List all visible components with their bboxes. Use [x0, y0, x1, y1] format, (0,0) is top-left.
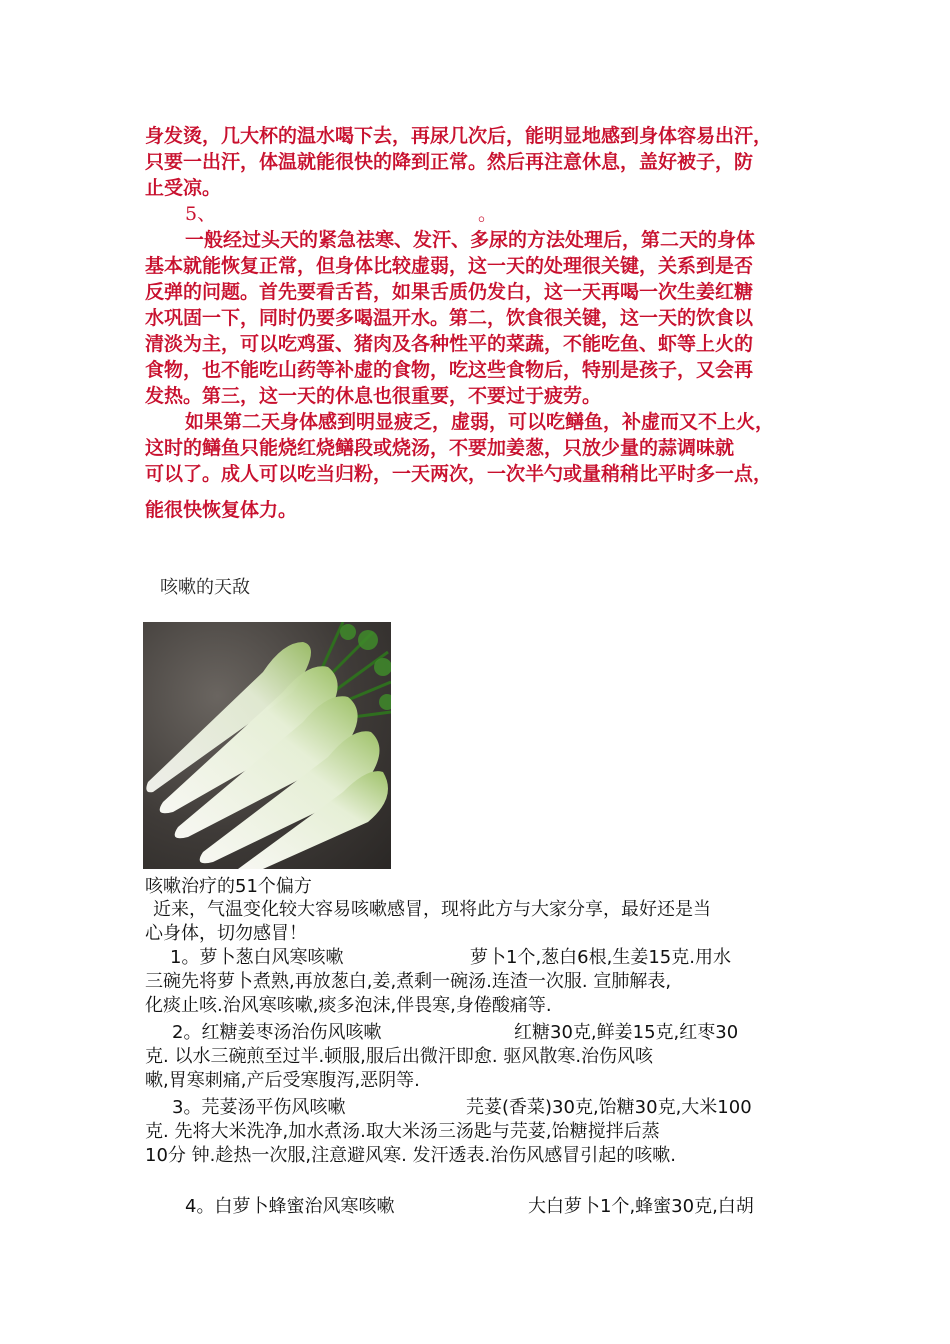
paragraph-line: 发热。第三，这一天的休息也很重要，不要过于疲劳。 — [145, 385, 602, 407]
remedy-line: 三碗先将萝卜煮熟,再放葱白,姜,煮剩一碗汤.连渣一次服. 宣肺解表, — [145, 971, 672, 992]
paragraph-line: 止受凉。 — [145, 177, 222, 199]
item-number: 5、 — [185, 203, 217, 225]
paragraph-line: 反弹的问题。首先要看舌苔，如果舌质仍发白，这一天再喝一次生姜红糖 — [145, 281, 754, 303]
remedy-name: 3。芫荽汤平伤风咳嗽 — [172, 1097, 346, 1118]
remedy-line: 克. 先将大米洗净,加水煮汤.取大米汤三汤匙与芫荽,饴糖搅拌后蒸 — [145, 1121, 660, 1142]
remedy-desc: 萝卜1个,葱白6根,生姜15克.用水 — [470, 947, 731, 968]
remedy-desc: 芫荽(香菜)30克,饴糖30克,大米100 — [466, 1097, 752, 1118]
radish-image — [143, 622, 391, 869]
remedy-line: 10分 钟.趁热一次服,注意避风寒. 发汗透表.治伤风感冒引起的咳嗽. — [145, 1145, 676, 1166]
paragraph-line: 清淡为主，可以吃鸡蛋、猪肉及各种性平的菜蔬，不能吃鱼、虾等上火的 — [145, 333, 754, 355]
paragraph-line: 身发烫，几大杯的温水喝下去，再尿几次后，能明显地感到身体容易出汗， — [145, 125, 773, 147]
paragraph-line: 可以了。成人可以吃当归粉，一天两次，一次半勺或量稍稍比平时多一点， — [145, 463, 773, 485]
remedy-desc: 大白萝卜1个,蜂蜜30克,白胡 — [528, 1196, 754, 1217]
paragraph-line: 能很快恢复体力。 — [145, 499, 298, 521]
intro-line: 近来，气温变化较大容易咳嗽感冒，现将此方与大家分享，最好还是当 — [153, 899, 711, 920]
paragraph-line: 如果第二天身体感到明显疲乏，虚弱，可以吃鳝鱼，补虚而又不上火， — [185, 411, 775, 433]
remedy-name: 4。白萝卜蜂蜜治风寒咳嗽 — [185, 1196, 395, 1217]
paragraph-line: 这时的鳝鱼只能烧红烧鳝段或烧汤，不要加姜葱，只放少量的蒜调味就 — [145, 437, 735, 459]
remedy-line: 克. 以水三碗煎至过半.顿服,服后出微汗即愈. 驱风散寒.治伤风咳 — [145, 1046, 654, 1067]
intro-line: 心身体，切勿感冒！ — [145, 923, 307, 944]
remedy-name: 2。红糖姜枣汤治伤风咳嗽 — [172, 1022, 382, 1043]
remedy-line: 化痰止咳.治风寒咳嗽,痰多泡沫,伴畏寒,身倦酸痛等. — [145, 995, 552, 1016]
paragraph-line: 基本就能恢复正常，但身体比较虚弱，这一天的处理很关键，关系到是否 — [145, 255, 754, 277]
paragraph-line: 只要一出汗，体温就能很快的降到正常。然后再注意休息，盖好被子，防 — [145, 151, 754, 173]
paragraph-line: 一般经过头天的紧急祛寒、发汗、多尿的方法处理后，第二天的身体 — [185, 229, 756, 251]
remedy-desc: 红糖30克,鲜姜15克,红枣30 — [514, 1022, 739, 1043]
article-title: 咳嗽的天敌 — [160, 577, 250, 598]
item-dot: 。 — [478, 203, 498, 225]
paragraph-line: 水巩固一下，同时仍要多喝温开水。第二，饮食很关键，这一天的饮食以 — [145, 307, 754, 329]
radish-illustration — [143, 622, 391, 869]
remedy-line: 嗽,胃寒刺痛,产后受寒腹泻,恶阴等. — [145, 1070, 420, 1091]
paragraph-line: 食物，也不能吃山药等补虚的食物，吃这些食物后，特别是孩子，又会再 — [145, 359, 754, 381]
remedy-name: 1。萝卜葱白风寒咳嗽 — [170, 947, 344, 968]
article-caption: 咳嗽治疗的51个偏方 — [145, 876, 312, 897]
